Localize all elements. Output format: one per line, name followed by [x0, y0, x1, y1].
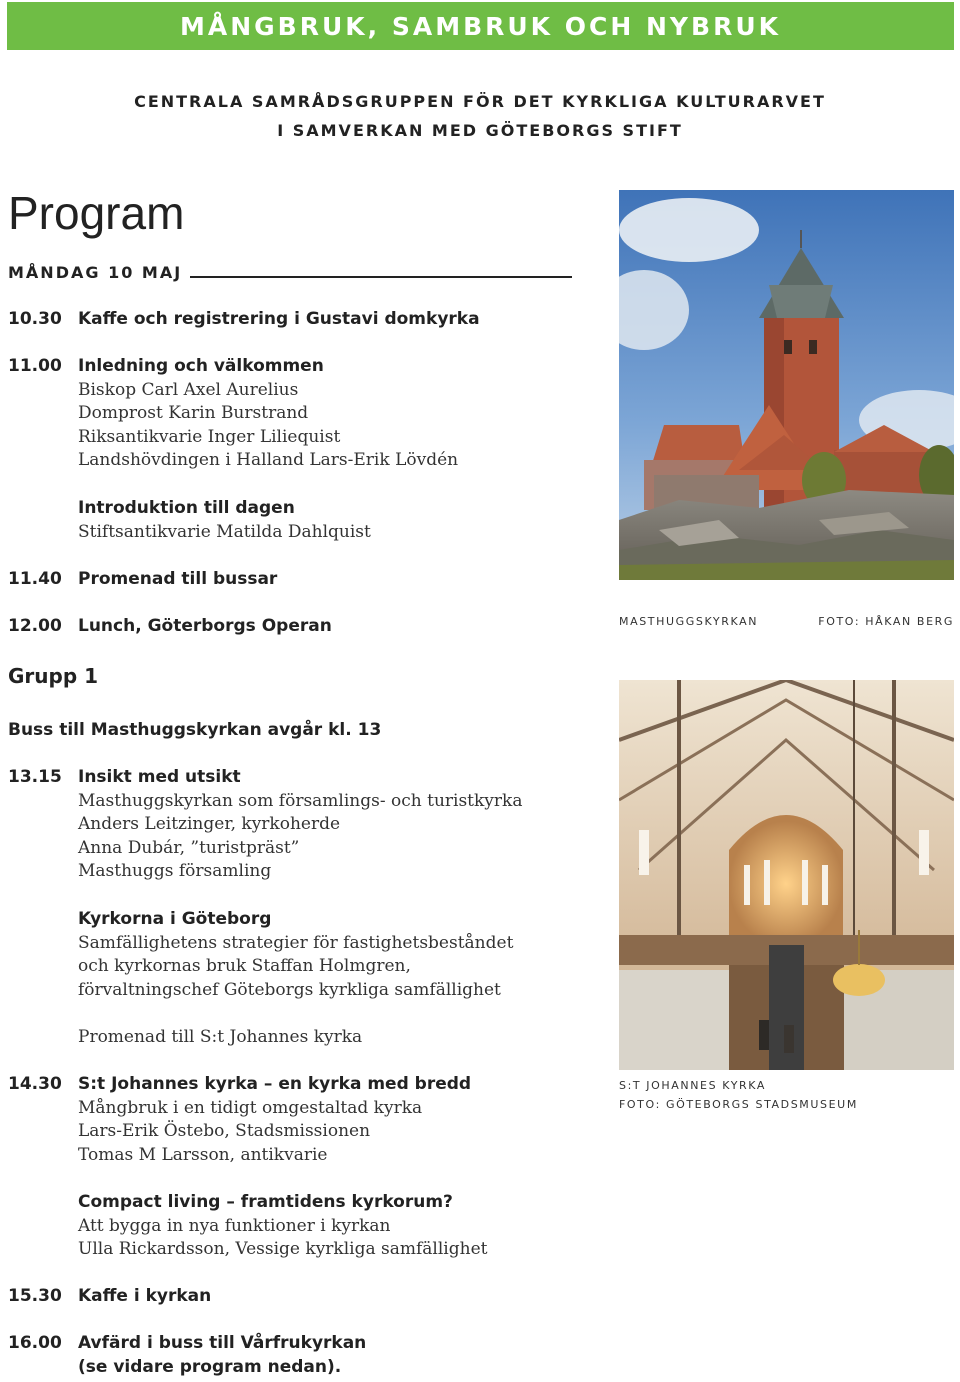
item-heading: Inledning och välkommen — [78, 356, 324, 376]
schedule-item — [78, 908, 598, 1002]
item-heading: Kaffe och registrering i Gustavi domkyrka — [78, 309, 480, 329]
item-line: Anders Leitzinger, kyrkoherde — [78, 814, 341, 835]
item-line: Biskop Carl Axel Aurelius — [78, 379, 299, 400]
schedule-item — [78, 568, 598, 592]
item-heading: Introduktion till dagen — [78, 498, 295, 518]
item-line: Anna Dubár, ”turistpräst” — [78, 837, 300, 858]
page-title: Program — [8, 187, 185, 239]
item-heading: Avfärd i buss till Vårfrukyrkan — [78, 1333, 367, 1353]
item-line: Samfällighetens strategier för fastighetsbeståndet — [78, 932, 514, 953]
time-label: 12.00 — [8, 616, 62, 636]
item-line: Att bygga in nya funktioner i kyrkan — [78, 1215, 391, 1236]
schedule-item — [78, 355, 598, 473]
item-line: och kyrkornas bruk Staffan Holmgren, — [78, 956, 411, 977]
item-line: Mångbruk i en tidigt omgestaltad kyrka — [78, 1097, 423, 1118]
schedule-item — [78, 1073, 598, 1167]
item-line: Promenad till S:t Johannes kyrka — [78, 1027, 363, 1047]
day-heading-rule — [190, 276, 572, 278]
item-heading: Compact living – framtidens kyrkorum? — [78, 1192, 453, 1212]
item-heading: Kyrkorna i Göteborg — [78, 909, 272, 929]
time-label: 10.30 — [8, 309, 62, 329]
item-line: Lars-Erik Östebo, Stadsmissionen — [78, 1121, 371, 1142]
item-line: Landshövdingen i Halland Lars-Erik Lövdén — [78, 450, 459, 471]
item-heading: Insikt med utsikt — [78, 767, 241, 787]
masthuggskyrkan-photo — [619, 190, 954, 580]
schedule-item — [78, 308, 598, 332]
schedule-item — [78, 1332, 598, 1379]
item-heading: Lunch, Göterborgs Operan — [78, 616, 332, 636]
photo1-caption — [619, 615, 954, 628]
schedule-item — [78, 1191, 598, 1262]
photo2-caption-credit: FOTO: GÖTEBORGS STADSMUSEUM — [619, 1098, 858, 1111]
photo1-caption-title: MASTHUGGSKYRKAN — [619, 615, 759, 628]
bus-info: Buss till Masthuggskyrkan avgår kl. 13 — [8, 720, 382, 740]
time-label: 13.15 — [8, 767, 62, 787]
item-line: Riksantikvarie Inger Liliequist — [78, 426, 341, 447]
group-heading: Grupp 1 — [8, 664, 99, 688]
photo1-caption-credit: FOTO: HÅKAN BERG — [818, 615, 954, 628]
item-line: Tomas M Larsson, antikvarie — [78, 1144, 328, 1165]
item-heading: Promenad till bussar — [78, 569, 278, 589]
item-heading: Kaffe i kyrkan — [78, 1286, 212, 1306]
item-line: Ulla Rickardsson, Vessige kyrkliga samfällighet — [78, 1239, 488, 1260]
schedule-item — [78, 1285, 598, 1309]
time-label: 11.40 — [8, 569, 62, 589]
item-line: Masthuggskyrkan som församlings- och turistkyrka — [78, 790, 523, 811]
schedule-item — [78, 1026, 598, 1050]
subtitle-line-1: CENTRALA SAMRÅDSGRUPPEN FÖR DET KYRKLIGA KULTURARVET — [134, 92, 826, 111]
schedule-item — [78, 497, 598, 544]
item-line: Domprost Karin Burstrand — [78, 403, 309, 424]
photo2-caption-title: S:T JOHANNES KYRKA — [619, 1079, 767, 1092]
day-heading: MÅNDAG 10 MAJ — [8, 263, 183, 282]
schedule-item — [78, 766, 598, 884]
time-label: 14.30 — [8, 1074, 62, 1094]
item-heading: S:t Johannes kyrka – en kyrka med bredd — [78, 1074, 472, 1094]
time-label: 11.00 — [8, 356, 62, 376]
item-heading: (se vidare program nedan). — [78, 1356, 342, 1377]
st-johannes-interior-photo — [619, 680, 954, 1070]
item-line: Masthuggs församling — [78, 861, 272, 882]
time-label: 16.00 — [8, 1333, 62, 1353]
time-label: 15.30 — [8, 1286, 62, 1306]
banner-title: MÅNGBRUK, SAMBRUK OCH NYBRUK — [7, 2, 954, 50]
item-line: Stiftsantikvarie Matilda Dahlquist — [78, 521, 371, 542]
item-line: förvaltningschef Göteborgs kyrkliga samfällighet — [78, 979, 501, 1000]
subtitle-line-2: I SAMVERKAN MED GÖTEBORGS STIFT — [277, 121, 683, 140]
schedule-item — [78, 615, 598, 639]
